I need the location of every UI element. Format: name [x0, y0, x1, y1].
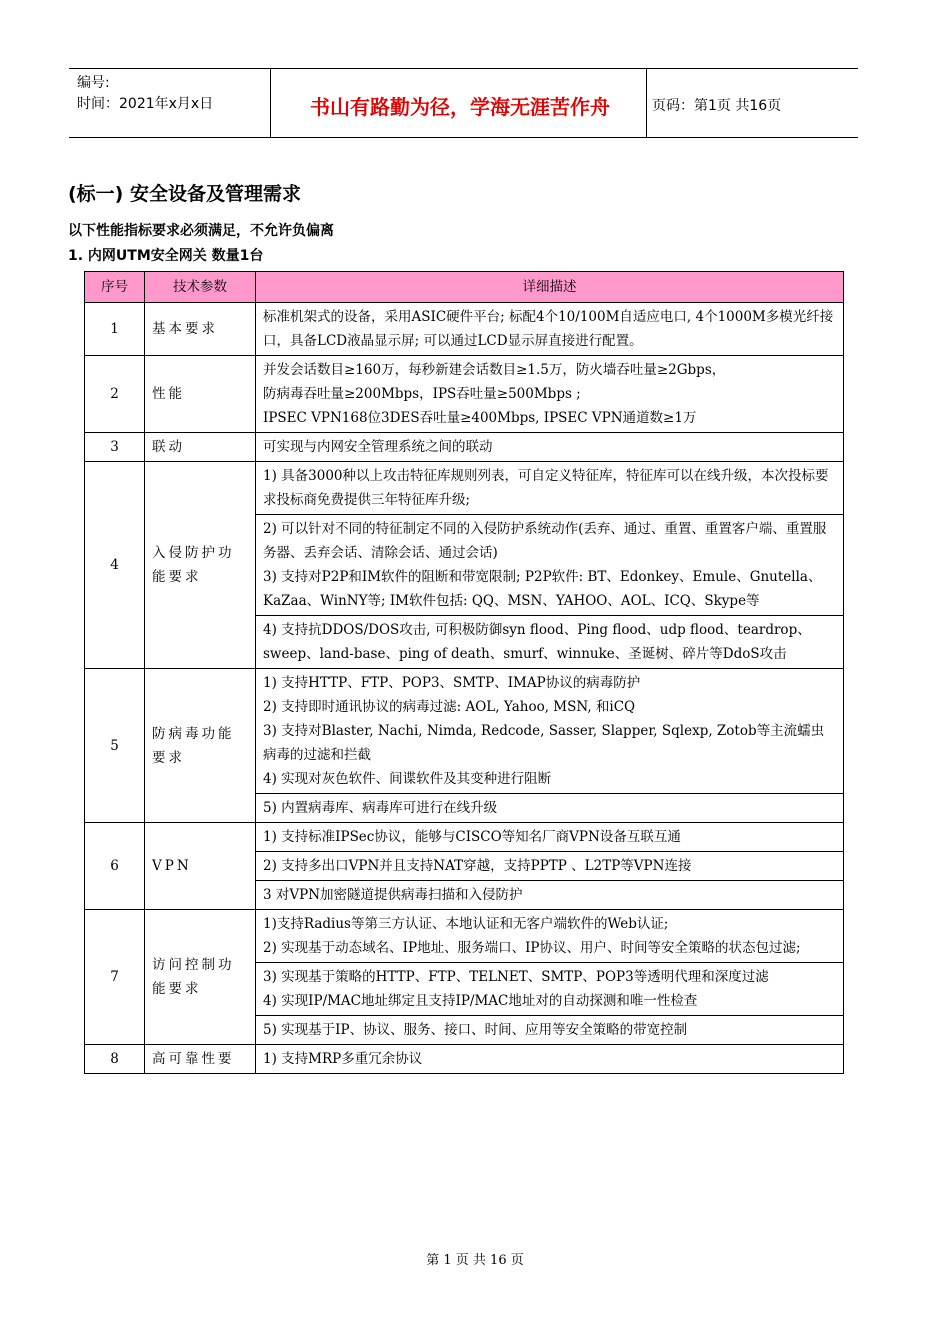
- row-number: 7: [85, 910, 145, 1045]
- row-description: [256, 794, 844, 823]
- header-page-info: 页码：第1页 共16页: [652, 98, 782, 114]
- row-number: 5: [85, 669, 145, 823]
- header-motto: 书山有路勤为径，学海无涯苦作舟: [310, 95, 610, 119]
- row-number: 4: [85, 462, 145, 669]
- description-line: 1) 支持HTTP、FTP、POP3、SMTP、IMAP协议的病毒防护: [263, 675, 641, 691]
- table-row: [85, 356, 844, 433]
- row-number: 3: [85, 433, 145, 462]
- description-line: 5) 实现基于IP、协议、服务、接口、时间、应用等安全策略的带宽控制: [263, 1022, 688, 1038]
- row-description: [256, 433, 844, 462]
- document-time-label: 时间：2021年x月x日: [77, 96, 214, 112]
- row-description: [256, 1045, 844, 1074]
- row-description: [256, 515, 844, 616]
- table-row: [85, 303, 844, 356]
- section-title: (标一) 安全设备及管理需求: [68, 183, 301, 205]
- table-body: [85, 303, 844, 1074]
- description-line: 1)支持Radius等第三方认证、本地认证和无客户端软件的Web认证;: [263, 916, 669, 932]
- requirement-note: 以下性能指标要求必须满足，不允许负偏离: [68, 223, 334, 239]
- description-line: IPSEC VPN168位3DES吞吐量≥400Mbps, IPSEC VPN通道数≥1万: [263, 410, 697, 426]
- row-parameter: 入侵防护功能要求: [145, 462, 256, 669]
- row-number: 1: [85, 303, 145, 356]
- description-line: 3 对VPN加密隧道提供病毒扫描和入侵防护: [263, 887, 523, 903]
- description-line: 标准机架式的设备，采用ASIC硬件平台; 标配4个10/100M自适应电口, 4个1000M多模光纤接口，具备LCD液晶显示屏; 可以通过LCD显示屏直接进行配置。: [263, 309, 834, 349]
- spec-table: [84, 271, 844, 1074]
- table-row: [85, 910, 844, 963]
- row-description: [256, 616, 844, 669]
- row-parameter: 联动: [145, 433, 256, 462]
- table-row: [85, 433, 844, 462]
- row-description: [256, 303, 844, 356]
- row-description: [256, 823, 844, 852]
- row-parameter: 性能: [145, 356, 256, 433]
- page-footer: 第 1 页 共 16 页: [426, 1253, 524, 1268]
- row-description: [256, 669, 844, 794]
- page-header: [69, 68, 858, 138]
- header-cell-desc: 详细描述: [256, 272, 844, 303]
- table-row: [85, 1045, 844, 1074]
- description-line: 可实现与内网安全管理系统之间的联动: [263, 439, 493, 455]
- row-parameter: VPN: [145, 823, 256, 910]
- description-line: 2) 实现基于动态域名、IP地址、服务端口、IP协议、用户、时间等安全策略的状态包过滤;: [263, 940, 801, 956]
- row-parameter: 高可靠性要: [145, 1045, 256, 1074]
- description-line: 1) 具备3000种以上攻击特征库规则列表，可自定义特征库，特征库可以在线升级，本次投标要求投标商免费提供三年特征库升级;: [263, 468, 829, 508]
- description-line: 3) 实现基于策略的HTTP、FTP、TELNET、SMTP、POP3等透明代理和深度过滤: [263, 969, 769, 985]
- description-line: 1) 支持MRP多重冗余协议: [263, 1051, 423, 1067]
- row-number: 2: [85, 356, 145, 433]
- row-description: [256, 852, 844, 881]
- row-description: [256, 963, 844, 1016]
- description-line: 1) 支持标准IPSec协议，能够与CISCO等知名厂商VPN设备互联互通: [263, 829, 681, 845]
- description-line: 4) 实现对灰色软件、间谍软件及其变种进行阻断: [263, 771, 552, 787]
- table-header-row: [85, 272, 844, 303]
- table-row: [85, 823, 844, 852]
- description-line: 2) 支持即时通讯协议的病毒过滤: AOL, Yahoo, MSN, 和iCQ: [263, 699, 636, 715]
- description-line: 5) 内置病毒库、病毒库可进行在线升级: [263, 800, 498, 816]
- subsection-title: 1. 内网UTM安全网关 数量1台: [68, 248, 264, 264]
- row-description: [256, 881, 844, 910]
- description-line: 防病毒吞吐量≥200Mbps，IPS吞吐量≥500Mbps ;: [263, 386, 581, 402]
- row-parameter: 访问控制功能要求: [145, 910, 256, 1045]
- row-parameter: 基本要求: [145, 303, 256, 356]
- document-number-label: 编号:: [77, 75, 110, 91]
- description-line: 3) 支持对Blaster, Nachi, Nimda, Redcode, Sasser, Slapper, Sqlexp, Zotob等主流蠕虫病毒的过滤和拦截: [263, 723, 825, 763]
- header-cell-no: 序号: [85, 272, 145, 303]
- table-row: [85, 462, 844, 515]
- row-number: 6: [85, 823, 145, 910]
- description-line: 2) 支持多出口VPN并且支持NAT穿越，支持PPTP 、L2TP等VPN连接: [263, 858, 692, 874]
- description-line: 并发会话数目≥160万，每秒新建会话数目≥1.5万，防火墙吞吐量≥2Gbps，: [263, 362, 726, 378]
- row-parameter: 防病毒功能要求: [145, 669, 256, 823]
- description-line: 4) 实现IP/MAC地址绑定且支持IP/MAC地址对的自动探测和唯一性检查: [263, 993, 698, 1009]
- row-description: [256, 356, 844, 433]
- row-description: [256, 462, 844, 515]
- description-line: 3) 支持对P2P和IM软件的阻断和带宽限制; P2P软件: BT、Edonkey、Emule、Gnutella、KaZaa、WinNY等; IM软件包括: QQ、MSN、YAHOO、AOL、ICQ、Skype等: [263, 569, 822, 609]
- row-description: [256, 910, 844, 963]
- table-row: [85, 669, 844, 794]
- description-line: 4) 支持抗DDOS/DOS攻击, 可积极防御syn flood、Ping flood、udp flood、teardrop、sweep、land-base、ping of death、smurf、winnuke、圣诞树、碎片等DdoS攻击: [263, 622, 811, 662]
- row-number: 8: [85, 1045, 145, 1074]
- header-cell-param: 技术参数: [145, 272, 256, 303]
- row-description: [256, 1016, 844, 1045]
- description-line: 2) 可以针对不同的特征制定不同的入侵防护系统动作(丢弃、通过、重置、重置客户端、重置服务器、丢弃会话、清除会话、通过会话): [263, 521, 827, 561]
